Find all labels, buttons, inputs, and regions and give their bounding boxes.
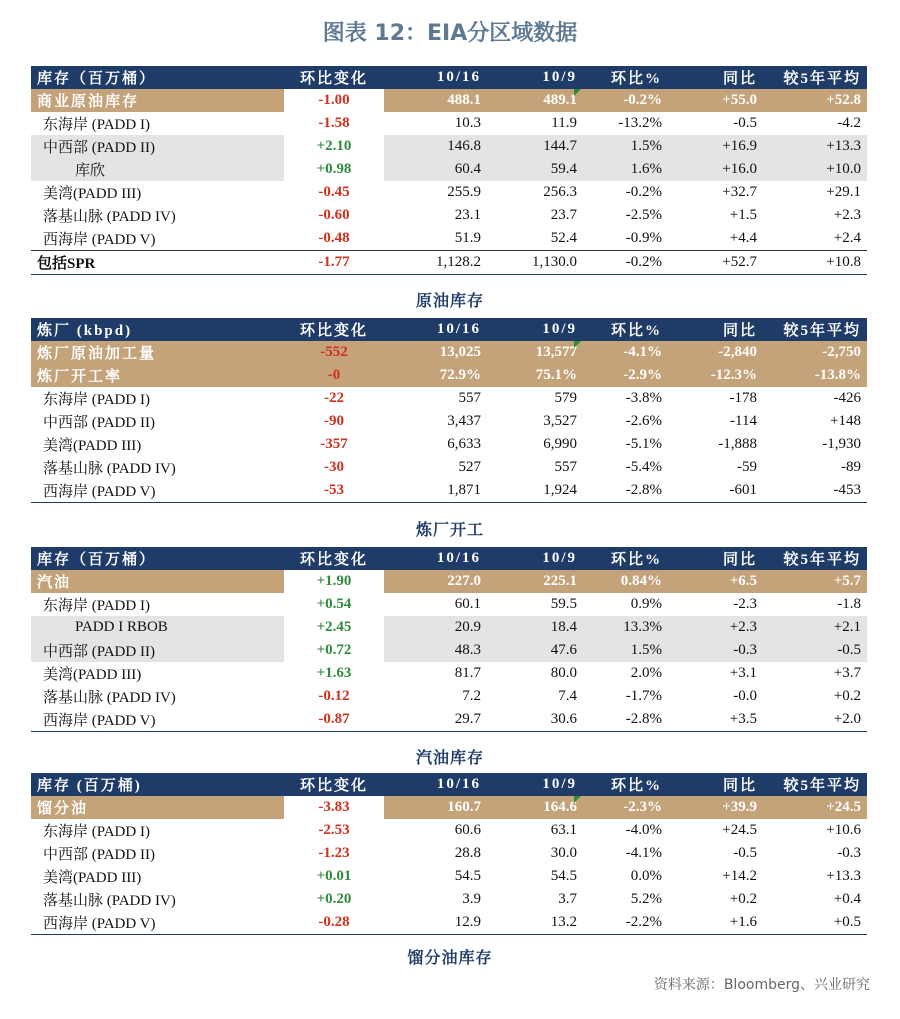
row-change: -0.87 [284, 708, 384, 732]
row-previous: 3,527 [543, 413, 577, 429]
header-current: 10/16 [384, 66, 487, 89]
row-pct: -4.1% [583, 341, 668, 364]
row-change: -53 [284, 479, 384, 503]
table-row [31, 387, 867, 410]
row-yoy: -12.3% [668, 364, 763, 387]
row-name: 东海岸 (PADD I) [43, 392, 150, 408]
row-pct: -4.1% [625, 845, 662, 861]
row-current: 29.7 [384, 708, 487, 732]
header-yoy: 同比 [668, 547, 763, 570]
row-5yr-avg: +29.1 [826, 184, 861, 200]
header-5yr-avg: 较5年平均 [763, 773, 867, 796]
row-5yr-avg: -453 [763, 479, 867, 503]
table-row [31, 865, 867, 888]
row-yoy: +4.4 [729, 230, 757, 246]
header-previous: 10/9 [487, 773, 583, 796]
header-change: 环比变化 [284, 773, 384, 796]
row-pct: -3.8% [625, 390, 662, 406]
table-row [31, 456, 867, 479]
row-pct: -5.1% [625, 436, 662, 452]
row-yoy: -59 [737, 459, 757, 475]
table-row [31, 89, 867, 112]
row-current: 160.7 [384, 796, 487, 819]
row-yoy: +16.9 [668, 135, 763, 158]
row-name: 落基山脉 (PADD IV) [43, 893, 176, 909]
row-current: 3,437 [447, 413, 481, 429]
row-previous: 225.1 [487, 570, 583, 593]
row-5yr-avg: +2.3 [833, 207, 861, 223]
table-row [31, 158, 867, 181]
table-row [31, 227, 867, 251]
row-5yr-avg: +0.4 [833, 891, 861, 907]
row-yoy: -601 [668, 479, 763, 503]
row-name: PADD I RBOB [31, 616, 284, 639]
row-change: -3.83 [284, 796, 384, 819]
row-yoy: +0.2 [729, 891, 757, 907]
header-current: 10/16 [384, 547, 487, 570]
row-name: 中西部 (PADD II) [43, 847, 155, 863]
row-yoy: +52.7 [668, 251, 763, 275]
row-5yr-avg: +3.7 [833, 665, 861, 681]
row-yoy: +32.7 [722, 184, 757, 200]
row-change: -0.60 [284, 204, 384, 227]
row-name: 商业原油库存 [31, 89, 284, 112]
row-name: 库欣 [31, 158, 284, 181]
row-change: -1.77 [284, 251, 384, 275]
row-current: 81.7 [454, 665, 481, 681]
row-name: 炼厂原油加工量 [31, 341, 284, 364]
row-current: 48.3 [384, 639, 487, 662]
row-yoy: +2.3 [668, 616, 763, 639]
header-current: 10/16 [384, 773, 487, 796]
table-row [31, 181, 867, 204]
row-pct: 1.6% [583, 158, 668, 181]
row-current: 3.9 [462, 891, 481, 907]
table-row [31, 662, 867, 685]
table-row [31, 911, 867, 935]
table-header-row [31, 547, 867, 570]
row-pct: -4.0% [625, 822, 662, 838]
row-pct: 0.84% [583, 570, 668, 593]
row-change: -90 [284, 410, 384, 433]
row-previous: 75.1% [487, 364, 583, 387]
row-pct: -2.6% [625, 413, 662, 429]
row-pct: -5.4% [625, 459, 662, 475]
header-yoy: 同比 [668, 318, 763, 341]
row-pct: 1.5% [583, 639, 668, 662]
row-current: 255.9 [447, 184, 481, 200]
distillate-caption: 馏分油库存 [407, 950, 493, 967]
row-change: -22 [284, 387, 384, 410]
row-current: 54.5 [454, 868, 481, 884]
table-header-row [31, 66, 867, 89]
row-change: -0 [284, 364, 384, 387]
row-change: +2.45 [284, 616, 384, 639]
row-previous: 30.0 [550, 845, 577, 861]
row-pct: -0.2% [583, 89, 668, 112]
row-5yr-avg: +24.5 [763, 796, 867, 819]
table-row [31, 888, 867, 911]
row-pct: 2.0% [630, 665, 662, 681]
row-name: 馏分油 [31, 796, 284, 819]
row-name: 汽油 [31, 570, 284, 593]
row-5yr-avg: -1.8 [837, 596, 861, 612]
table-row [31, 479, 867, 503]
row-name: 西海岸 (PADD V) [31, 911, 284, 935]
row-yoy: +24.5 [722, 822, 757, 838]
row-previous: 59.5 [550, 596, 577, 612]
table-row [31, 135, 867, 158]
row-previous: 47.6 [487, 639, 583, 662]
header-yoy: 同比 [668, 66, 763, 89]
row-yoy: +3.1 [729, 665, 757, 681]
row-pct: -0.2% [625, 184, 662, 200]
row-current: 13,025 [384, 341, 487, 364]
row-name: 东海岸 (PADD I) [43, 824, 150, 840]
row-previous: 13.2 [487, 911, 583, 935]
row-5yr-avg: -4.2 [837, 115, 861, 131]
row-change: +0.98 [284, 158, 384, 181]
row-pct: -0.2% [583, 251, 668, 275]
row-5yr-avg: +2.1 [763, 616, 867, 639]
row-name: 西海岸 (PADD V) [31, 708, 284, 732]
row-previous: 3.7 [558, 891, 577, 907]
row-previous: 80.0 [550, 665, 577, 681]
row-yoy: -0.5 [733, 845, 757, 861]
row-yoy: +1.6 [668, 911, 763, 935]
row-pct: 0.0% [630, 868, 662, 884]
row-5yr-avg: -89 [841, 459, 861, 475]
row-name: 美湾(PADD III) [43, 186, 142, 202]
table-row [31, 796, 867, 819]
row-5yr-avg: +10.8 [763, 251, 867, 275]
row-5yr-avg: -426 [833, 390, 861, 406]
row-5yr-avg: +2.0 [763, 708, 867, 732]
row-5yr-avg: +13.3 [826, 868, 861, 884]
header-previous: 10/9 [487, 547, 583, 570]
row-pct: -2.8% [583, 479, 668, 503]
header-5yr-avg: 较5年平均 [763, 318, 867, 341]
header-category: 库存（百万桶） [31, 547, 284, 570]
table-row [31, 819, 867, 842]
header-5yr-avg: 较5年平均 [763, 547, 867, 570]
row-current: 28.8 [454, 845, 481, 861]
row-current: 227.0 [384, 570, 487, 593]
table-row [31, 685, 867, 708]
row-change: -1.58 [284, 112, 384, 135]
row-pct: -0.9% [625, 230, 662, 246]
row-name: 包括SPR [31, 251, 284, 275]
row-name: 落基山脉 (PADD IV) [43, 461, 176, 477]
row-yoy: -0.0 [733, 688, 757, 704]
row-5yr-avg: -1,930 [822, 436, 861, 452]
header-previous: 10/9 [487, 318, 583, 341]
row-5yr-avg: -0.3 [837, 845, 861, 861]
refinery-table [31, 318, 867, 503]
row-current: 527 [458, 459, 481, 475]
row-yoy: -1,888 [718, 436, 757, 452]
row-pct: -2.5% [625, 207, 662, 223]
header-change: 环比变化 [284, 547, 384, 570]
row-pct: 13.3% [583, 616, 668, 639]
row-name: 美湾(PADD III) [43, 667, 142, 683]
row-name: 落基山脉 (PADD IV) [43, 690, 176, 706]
row-yoy: +14.2 [722, 868, 757, 884]
row-pct: -2.2% [583, 911, 668, 935]
row-5yr-avg: +5.7 [763, 570, 867, 593]
row-previous: 23.7 [550, 207, 577, 223]
row-yoy: -0.3 [668, 639, 763, 662]
table-header-row [31, 318, 867, 341]
header-yoy: 同比 [668, 773, 763, 796]
row-current: 1,871 [384, 479, 487, 503]
row-change: -552 [284, 341, 384, 364]
row-previous: 11.9 [551, 115, 577, 131]
row-change: +1.63 [284, 662, 384, 685]
row-name: 落基山脉 (PADD IV) [43, 209, 176, 225]
table-row [31, 616, 867, 639]
row-current: 1,128.2 [384, 251, 487, 275]
row-current: 7.2 [462, 688, 481, 704]
refinery-caption: 炼厂开工 [415, 522, 484, 539]
header-5yr-avg: 较5年平均 [763, 66, 867, 89]
row-pct: -2.3% [583, 796, 668, 819]
row-change: -30 [284, 456, 384, 479]
row-change: -0.48 [284, 227, 384, 251]
row-previous: 13,577 [487, 341, 583, 364]
row-5yr-avg: -2,750 [763, 341, 867, 364]
row-previous: 256.3 [543, 184, 577, 200]
row-5yr-avg: +148 [830, 413, 861, 429]
row-name: 中西部 (PADD II) [31, 135, 284, 158]
row-current: 10.3 [454, 115, 481, 131]
row-change: -357 [284, 433, 384, 456]
row-current: 20.9 [384, 616, 487, 639]
table-row [31, 251, 867, 275]
crude-caption: 原油库存 [415, 293, 484, 310]
table-row [31, 112, 867, 135]
row-change: -1.00 [284, 89, 384, 112]
row-yoy: +6.5 [668, 570, 763, 593]
source-note: 资料来源：Bloomberg、兴业研究 [653, 977, 870, 993]
row-change: +0.20 [284, 888, 384, 911]
row-yoy: -114 [730, 413, 757, 429]
row-current: 557 [458, 390, 481, 406]
row-change: -0.45 [284, 181, 384, 204]
header-change: 环比变化 [284, 318, 384, 341]
row-current: 6,633 [447, 436, 481, 452]
row-pct: -2.9% [583, 364, 668, 387]
row-change: -1.23 [284, 842, 384, 865]
row-current: 488.1 [384, 89, 487, 112]
row-previous: 52.4 [550, 230, 577, 246]
row-yoy: -2,840 [668, 341, 763, 364]
table-row [31, 708, 867, 732]
header-change: 环比变化 [284, 66, 384, 89]
table-row [31, 639, 867, 662]
header-category: 库存（百万桶） [31, 66, 284, 89]
row-name: 炼厂开工率 [31, 364, 284, 387]
header-pct: 环比% [583, 66, 668, 89]
row-previous: 144.7 [487, 135, 583, 158]
table-row [31, 842, 867, 865]
table-row [31, 341, 867, 364]
row-change: -0.12 [284, 685, 384, 708]
table-row [31, 204, 867, 227]
row-5yr-avg: +10.0 [763, 158, 867, 181]
row-name: 东海岸 (PADD I) [43, 598, 150, 614]
header-pct: 环比% [583, 318, 668, 341]
row-name: 东海岸 (PADD I) [43, 117, 150, 133]
row-pct: -1.7% [625, 688, 662, 704]
row-name: 西海岸 (PADD V) [31, 479, 284, 503]
row-5yr-avg: +52.8 [763, 89, 867, 112]
row-yoy: +16.0 [668, 158, 763, 181]
row-5yr-avg: +10.6 [826, 822, 861, 838]
header-pct: 环比% [583, 547, 668, 570]
header-previous: 10/9 [487, 66, 583, 89]
crude-inventory-table [31, 66, 867, 275]
table-row [31, 410, 867, 433]
table-row [31, 570, 867, 593]
row-pct: 5.2% [630, 891, 662, 907]
row-pct: 0.9% [630, 596, 662, 612]
row-yoy: +39.9 [668, 796, 763, 819]
row-current: 60.6 [454, 822, 481, 838]
row-previous: 7.4 [558, 688, 577, 704]
row-pct: 1.5% [583, 135, 668, 158]
row-pct: -13.2% [618, 115, 662, 131]
row-pct: -2.8% [583, 708, 668, 732]
page-title: 图表 12：EIA分区域数据 [322, 21, 578, 46]
row-5yr-avg: +0.2 [833, 688, 861, 704]
row-name: 中西部 (PADD II) [43, 415, 155, 431]
header-current: 10/16 [384, 318, 487, 341]
row-5yr-avg: -0.5 [763, 639, 867, 662]
row-current: 60.4 [384, 158, 487, 181]
row-previous: 54.5 [550, 868, 577, 884]
row-current: 12.9 [384, 911, 487, 935]
row-name: 西海岸 (PADD V) [43, 232, 156, 248]
header-category: 库存 (百万桶) [31, 773, 284, 796]
row-current: 60.1 [454, 596, 481, 612]
row-name: 美湾(PADD III) [43, 438, 142, 454]
row-change: +0.72 [284, 639, 384, 662]
row-name: 中西部 (PADD II) [31, 639, 284, 662]
gasoline-table [31, 547, 867, 732]
row-change: +2.10 [284, 135, 384, 158]
table-row [31, 593, 867, 616]
row-current: 146.8 [384, 135, 487, 158]
row-yoy: -178 [729, 390, 757, 406]
row-yoy: +1.5 [729, 207, 757, 223]
table-row [31, 433, 867, 456]
row-change: -2.53 [284, 819, 384, 842]
row-yoy: +3.5 [668, 708, 763, 732]
row-5yr-avg: +0.5 [763, 911, 867, 935]
row-yoy: +55.0 [668, 89, 763, 112]
row-5yr-avg: +13.3 [763, 135, 867, 158]
row-change: +0.01 [284, 865, 384, 888]
distillate-table [31, 773, 867, 935]
row-current: 23.1 [454, 207, 481, 223]
row-previous: 1,130.0 [487, 251, 583, 275]
table-header-row [31, 773, 867, 796]
row-previous: 164.6 [487, 796, 583, 819]
row-current: 72.9% [384, 364, 487, 387]
row-yoy: -2.3 [733, 596, 757, 612]
row-5yr-avg: +2.4 [833, 230, 861, 246]
row-5yr-avg: -13.8% [763, 364, 867, 387]
header-pct: 环比% [583, 773, 668, 796]
row-previous: 6,990 [543, 436, 577, 452]
row-previous: 489.1 [487, 89, 583, 112]
row-name: 美湾(PADD III) [43, 870, 142, 886]
row-yoy: -0.5 [733, 115, 757, 131]
row-change: +0.54 [284, 593, 384, 616]
row-change: -0.28 [284, 911, 384, 935]
row-previous: 59.4 [487, 158, 583, 181]
table-row [31, 364, 867, 387]
header-category: 炼厂 (kbpd) [31, 318, 284, 341]
gasoline-caption: 汽油库存 [415, 750, 484, 767]
row-current: 51.9 [454, 230, 481, 246]
row-change: +1.90 [284, 570, 384, 593]
row-previous: 1,924 [487, 479, 583, 503]
row-previous: 30.6 [487, 708, 583, 732]
row-previous: 579 [554, 390, 577, 406]
row-previous: 557 [554, 459, 577, 475]
row-previous: 63.1 [550, 822, 577, 838]
row-previous: 18.4 [487, 616, 583, 639]
